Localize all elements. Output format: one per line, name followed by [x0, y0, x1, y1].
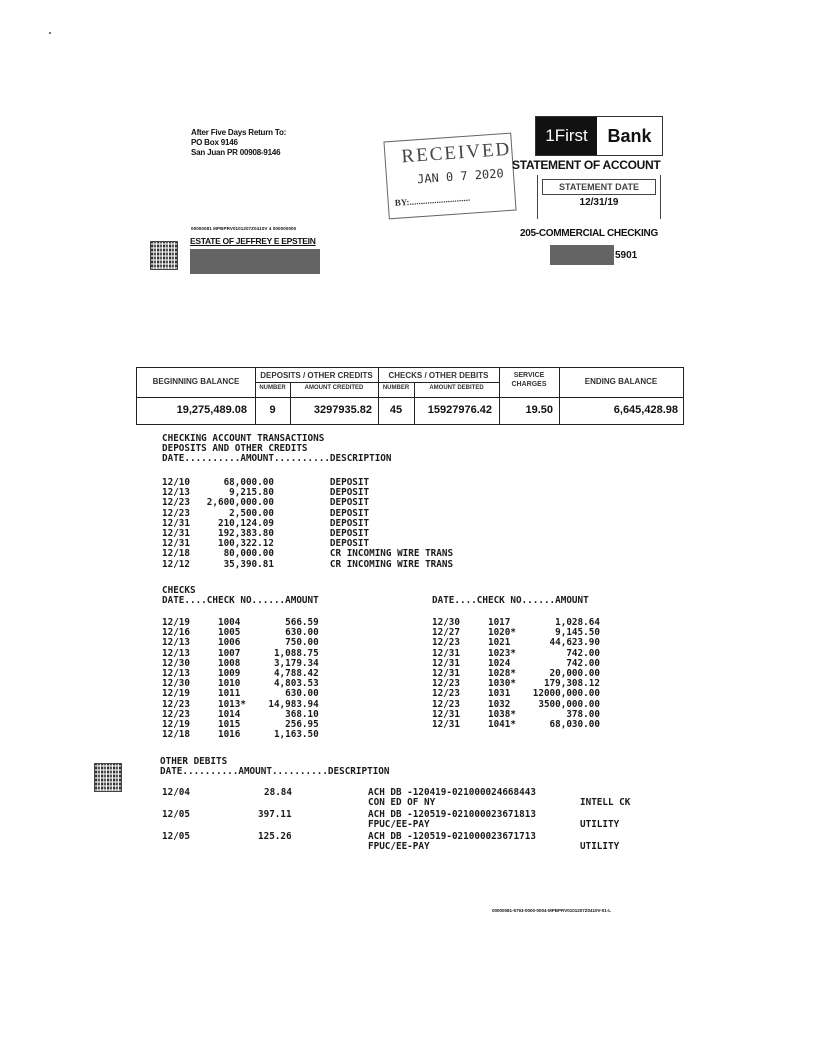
- list-item: 12/16 1005 630.00: [162, 627, 319, 639]
- debit-tag: INTELL CK: [580, 797, 631, 808]
- list-item: 12/31 1038* 378.00: [432, 708, 600, 720]
- checks-list-left: [162, 618, 319, 740]
- account-number-suffix: 5901: [615, 250, 638, 261]
- redaction-box: [190, 249, 320, 274]
- debit-date: 12/05: [162, 831, 190, 842]
- debit-amount: 125.26: [258, 831, 292, 842]
- val-checks-amount: 15927976.42: [427, 404, 492, 416]
- list-item: 12/23 1032 3500,000.00: [432, 698, 600, 710]
- list-item: 12/23 1030* 179,308.12: [432, 678, 600, 690]
- list-item: 12/31 1028* 20,000.00: [432, 668, 600, 680]
- list-item: 12/13 1006 750.00: [162, 637, 319, 649]
- list-item: 12/31 192,383.80 DEPOSIT: [162, 528, 370, 540]
- list-item: 12/13 1009 4,788.42: [162, 668, 319, 680]
- hdr-beginning-balance: BEGINNING BALANCE: [152, 377, 240, 386]
- list-item: 12/19 1004 566.59: [162, 617, 319, 628]
- hdr-service-line1: SERVICE: [513, 372, 545, 379]
- statement-date-label: STATEMENT DATE: [542, 179, 656, 195]
- val-deposits-number: 9: [269, 404, 276, 416]
- debit-amount: 28.84: [264, 787, 292, 798]
- val-deposits-amount: 3297935.82: [313, 404, 372, 416]
- val-beginning-balance: 19,275,489.08: [176, 404, 247, 416]
- list-item: 12/10 68,000.00 DEPOSIT: [162, 477, 370, 488]
- redaction-box: [550, 245, 614, 265]
- list-item: 12/23 1031 12000,000.00: [432, 688, 600, 700]
- summary-subdivider: [255, 382, 499, 383]
- list-item: 12/31 1023* 742.00: [432, 647, 600, 659]
- list-item: 12/30 1017 1,028.64: [432, 617, 600, 628]
- bank-logo-left: 1First: [536, 117, 597, 155]
- list-item: 12/12 35,390.81 CR INCOMING WIRE TRANS: [162, 558, 454, 570]
- debit-desc2: FPUC/EE-PAY: [368, 841, 430, 852]
- list-item: 12/23 2,500.00 DEPOSIT: [162, 507, 370, 519]
- return-address: [191, 128, 286, 158]
- account-type: 205-COMMERCIAL CHECKING: [520, 228, 658, 239]
- stamp-title: RECEIVED: [400, 138, 512, 168]
- statement-date-box: [537, 175, 661, 219]
- list-item: 12/31 1041* 68,030.00: [432, 719, 600, 731]
- debit-date: 12/05: [162, 809, 190, 820]
- list-item: 12/23 1013* 14,983.94: [162, 698, 319, 710]
- val-checks-number: 45: [389, 404, 403, 416]
- other-debits-title: OTHER DEBITS: [160, 756, 228, 767]
- bank-logo-right: Bank: [607, 126, 652, 146]
- debit-desc2: FPUC/EE-PAY: [368, 819, 430, 830]
- return-address-line2: PO Box 9146: [191, 138, 238, 147]
- qr-code-icon: [94, 763, 122, 792]
- hdr-checks-number: NUMBER: [382, 385, 410, 391]
- deposits-header: DATE..........AMOUNT..........DESCRIPTION: [162, 453, 392, 465]
- list-item: 12/23 1021 44,623.90: [432, 637, 600, 649]
- val-service-charges: 19.50: [525, 404, 553, 416]
- list-item: 12/27 1020* 9,145.50: [432, 627, 600, 639]
- return-address-line3: San Juan PR 00908-9146: [191, 148, 281, 157]
- deposits-title: DEPOSITS AND OTHER CREDITS: [162, 443, 308, 455]
- checks-title: CHECKS: [162, 585, 196, 596]
- return-address-line1: After Five Days Return To:: [191, 128, 287, 137]
- list-item: 12/31 210,124.09 DEPOSIT: [162, 517, 370, 529]
- statement-date-value: 12/31/19: [579, 197, 619, 208]
- debit-desc: ACH DB -120519-021000023671713: [368, 831, 536, 842]
- hdr-deposits-amount: AMOUNT CREDITED: [304, 385, 364, 391]
- list-item: 12/13 9,215.80 DEPOSIT: [162, 487, 370, 499]
- debit-amount: 397.11: [258, 809, 292, 820]
- list-item: 12/30 1010 4,803.53: [162, 678, 319, 690]
- checks-list-right: [432, 618, 600, 730]
- bank-logo: [535, 116, 663, 156]
- footer-code: 00000081-5793-0000-0004-MPBPRV0101207Z0410V-01-L: [492, 908, 612, 913]
- deposits-section: [162, 434, 392, 465]
- deposits-list: [162, 478, 453, 570]
- list-item: 12/23 2,600,000.00 DEPOSIT: [162, 497, 370, 509]
- checks-header-right: DATE....CHECK NO......AMOUNT: [432, 595, 589, 606]
- summary-table: [136, 367, 684, 425]
- list-item: 12/23 1014 368.10: [162, 708, 319, 720]
- hdr-checks-group: CHECKS / OTHER DEBITS: [388, 371, 489, 380]
- transactions-title: CHECKING ACCOUNT TRANSACTIONS: [162, 433, 325, 444]
- list-item: 12/31 1024 742.00: [432, 657, 600, 669]
- list-item: 12/13 1007 1,088.75: [162, 647, 319, 659]
- hdr-deposits-group: DEPOSITS / OTHER CREDITS: [260, 371, 373, 380]
- summary-divider: [137, 397, 683, 398]
- list-item: 12/30 1008 3,179.34: [162, 657, 319, 669]
- scan-speck: [49, 32, 51, 34]
- hdr-deposits-number: NUMBER: [259, 385, 286, 391]
- debit-tag: UTILITY: [580, 841, 620, 852]
- other-debits-header: DATE..........AMOUNT..........DESCRIPTION: [160, 766, 390, 777]
- debit-desc: ACH DB -120519-021000023671813: [368, 809, 536, 820]
- hdr-checks-amount: AMOUNT DEBITED: [429, 385, 484, 391]
- mailing-code: 00000081 MPBPRV0101207Z0410V 4 000000000: [191, 226, 297, 231]
- list-item: 12/18 1016 1,163.50: [162, 729, 319, 741]
- val-ending-balance: 6,645,428.98: [613, 404, 678, 416]
- statement-title: STATEMENT OF ACCOUNT: [512, 158, 661, 172]
- hdr-service-line2: CHARGES: [511, 381, 547, 388]
- debit-date: 12/04: [162, 787, 190, 798]
- addressee-name: ESTATE OF JEFFREY E EPSTEIN: [190, 236, 316, 246]
- stamp-date: JAN 0 7 2020: [416, 166, 505, 187]
- debit-tag: UTILITY: [580, 819, 620, 830]
- list-item: 12/19 1011 630.00: [162, 688, 319, 700]
- received-stamp: [383, 133, 516, 220]
- debit-desc2: CON ED OF NY: [368, 797, 436, 808]
- qr-code-icon: [150, 241, 178, 270]
- debit-desc: ACH DB -120419-021000024668443: [368, 787, 536, 798]
- list-item: 12/19 1015 256.95: [162, 719, 319, 731]
- checks-header-left: DATE....CHECK NO......AMOUNT: [162, 595, 319, 606]
- list-item: 12/18 80,000.00 CR INCOMING WIRE TRANS: [162, 548, 454, 560]
- list-item: 12/31 100,322.12 DEPOSIT: [162, 538, 370, 550]
- hdr-ending-balance: ENDING BALANCE: [584, 377, 658, 386]
- stamp-by: BY:...........................: [394, 192, 471, 208]
